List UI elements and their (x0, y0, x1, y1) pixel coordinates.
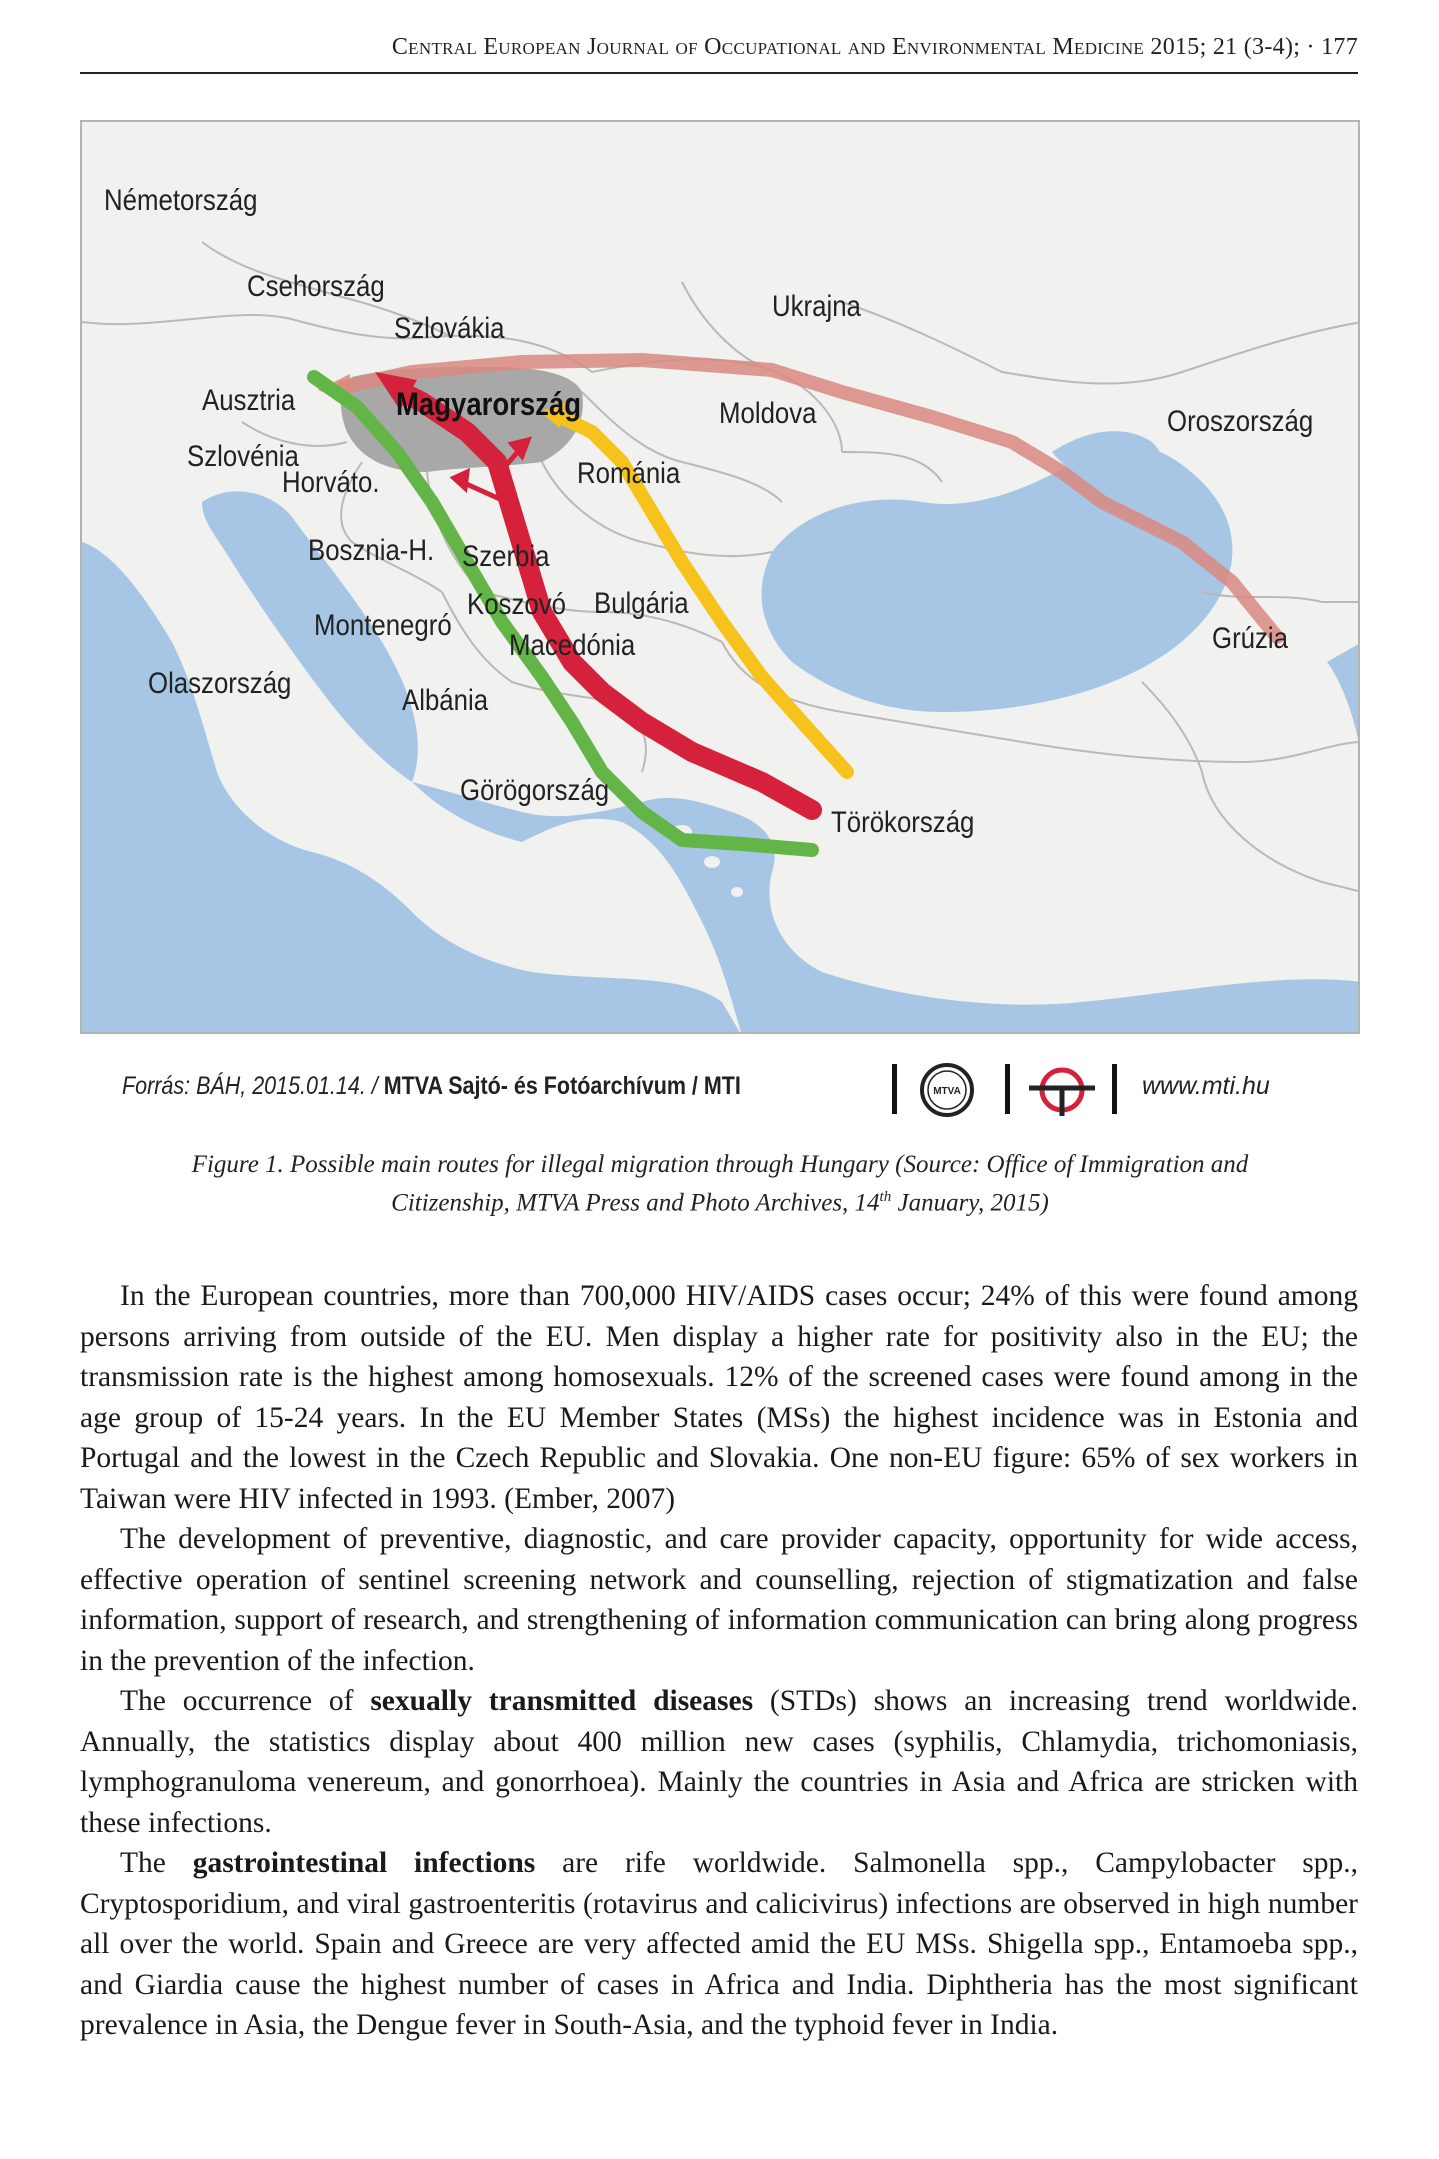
label-szerbia: Szerbia (462, 540, 550, 573)
mtva-logo-text: MTVA (933, 1086, 961, 1097)
label-olaszorszag: Olaszország (148, 667, 292, 700)
label-romania: Románia (577, 457, 681, 490)
label-ukrajna: Ukrajna (772, 290, 861, 323)
label-nemetorszag: Németország (104, 184, 258, 217)
paragraph-prevention: The development of preventive, diagnostic, and care provider capacity, opportunity for wide access, effective operation of sentinel screening network and counselling, rejection of stigmatization and false information, support of research, and strengthening of information communication can bring along progress in the prevention of the infection. (80, 1523, 1358, 1677)
mtva-logo-icon (917, 1060, 977, 1120)
source-credit (122, 1072, 741, 1101)
label-oroszorszag: Oroszország (1167, 405, 1314, 438)
label-albania: Albánia (402, 684, 489, 717)
article-body (80, 1276, 1358, 2046)
divider (892, 1064, 897, 1114)
label-gruzia: Grúzia (1212, 622, 1288, 655)
label-torokorszag: Törökország (831, 806, 975, 839)
term-gastro: gastrointestinal infections (192, 1847, 536, 1879)
label-montenegro: Montenegró (314, 609, 452, 642)
source-prefix: Forrás: BÁH, 2015.01.14. / (122, 1072, 384, 1100)
source-org: MTVA Sajtó- és Fotóarchívum / MTI (383, 1072, 741, 1100)
label-csehorszag: Csehország (247, 270, 385, 303)
divider (1005, 1064, 1010, 1114)
caption-line-1: Figure 1. Possible main routes for illegal migration through Hungary (Source: Office of Immigration and (191, 1151, 1249, 1178)
mti-url[interactable]: www.mti.hu (1142, 1072, 1270, 1100)
label-ausztria: Ausztria (202, 384, 296, 417)
mti-logo-icon (1027, 1060, 1097, 1120)
divider (1112, 1064, 1117, 1114)
term-std: sexually transmitted diseases (370, 1685, 754, 1717)
label-gorogorszag: Görögország (460, 774, 610, 807)
paragraph-std: The occurrence of sexually transmitted diseases (STDs) shows an increasing trend worldwide. Annually, the statistics display about 400 million new cases (syphilis, Chlamydia, trichomoniasis, lymphogranuloma venereum, and gonorrhoea). Mainly the countries in Asia and Africa are stricken with these infections. (80, 1685, 1358, 1839)
label-boszniah: Bosznia-H. (308, 534, 435, 567)
label-szlovakia: Szlovákia (394, 312, 505, 345)
label-moldova: Moldova (719, 397, 817, 430)
caption-line-2: Citizenship, MTVA Press and Photo Archives, 14th January, 2015) (391, 1189, 1049, 1217)
label-macedonia: Macedónia (509, 629, 636, 662)
label-horvato: Horváto. (282, 466, 380, 499)
paragraph-hiv: In the European countries, more than 700,000 HIV/AIDS cases occur; 24% of this were found among persons arriving from outside of the EU. Men display a higher rate for positivity also in the EU; the transmission rate is the highest among homosexuals. 12% of the screened cases were found among in the age group of 15-24 years. In the EU Member States (MSs) the highest incidence was in Estonia and Portugal and the lowest in the Czech Republic and Slovakia. One non-EU figure: 65% of sex workers in Taiwan were HIV infected in 1993. (Ember, 2007) (80, 1280, 1358, 1515)
label-magyarorszag: Magyarország (396, 386, 582, 422)
label-szlovenia: Szlovénia (187, 440, 299, 473)
migration-route-map (80, 120, 1360, 1034)
figure-1 (80, 120, 1360, 1160)
label-bulgaria: Bulgária (594, 587, 689, 620)
map-graphic (82, 122, 1360, 1034)
running-header: Central European Journal of Occupational and Environmental Medicine 2015; 21 (3-4); · 177 (391, 34, 1358, 60)
label-koszovo: Koszovó (467, 588, 566, 621)
figure-caption (100, 1148, 1340, 1219)
figure-credits (122, 1060, 1322, 1120)
header-rule (80, 72, 1358, 74)
paragraph-gastro: The gastrointestinal infections are rife worldwide. Salmonella spp., Campylobacter spp., Cryptosporidium, and viral gastroenteritis (rotavirus and calicivirus) infections are observed in high number all over the world. Spain and Greece are very affected amid the EU MSs. Shigella spp., Entamoeba spp., and Giardia cause the highest number of cases in Africa and India. Diphtheria has the most significant prevalence in Asia, the Dengue fever in South-Asia, and the typhoid fever in India. (80, 1847, 1358, 2041)
caption-superscript: th (879, 1189, 892, 1205)
